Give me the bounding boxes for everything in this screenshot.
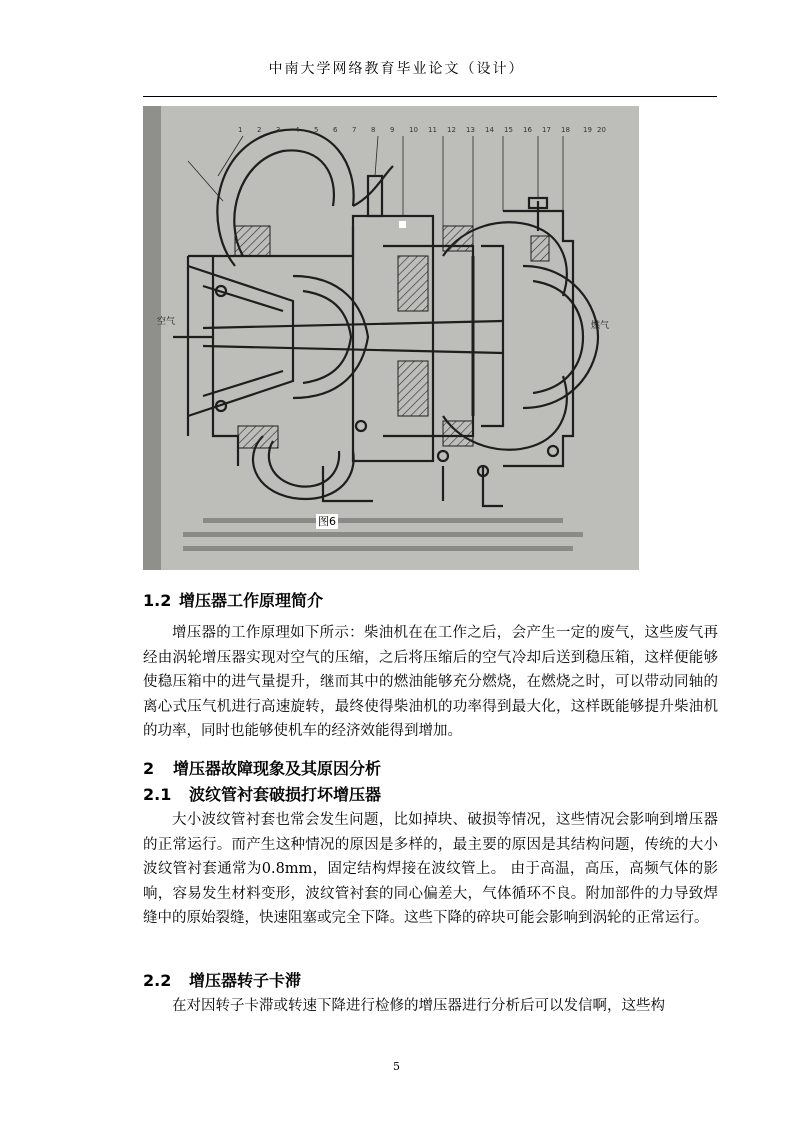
part-number-label: 5 bbox=[314, 126, 319, 134]
heading-text: 波纹管衬套破损打坏增压器 bbox=[189, 785, 382, 804]
heading-text: 增压器故障现象及其原因分析 bbox=[173, 759, 382, 778]
heading-number: 2.1 bbox=[143, 785, 172, 804]
air-inlet-label: 空气 bbox=[157, 317, 176, 327]
header-divider bbox=[143, 96, 717, 97]
part-number-label: 8 bbox=[371, 126, 376, 134]
heading-number: 2 bbox=[143, 759, 155, 778]
paragraph: 增压器的工作原理如下所示：柴油机在在工作之后，会产生一定的废气，这些废气再经由涡轮增压器实现对空气的压缩，之后将压缩后的空气冷却后送到稳压箱，这样便能够使稳压箱中的进气量提升，继而其中的燃油能够充分燃烧，在燃烧之时，可以带动同轴的离心式压气机进行高速旋转，最终使得柴油机的功率得到最大化，这样既能够提升柴油机的功率，同时也能够使机车的经济效能得到增加。 bbox=[143, 625, 718, 739]
section-heading-1-2 bbox=[143, 588, 323, 611]
part-number-label: 7 bbox=[352, 126, 357, 134]
part-number-label: 4 bbox=[295, 126, 300, 134]
part-number-label: 10 bbox=[409, 126, 418, 134]
part-number-label: 14 bbox=[485, 126, 494, 134]
part-number-label: 11 bbox=[428, 126, 437, 134]
part-number-label: 20 bbox=[597, 126, 606, 134]
part-number-label: 6 bbox=[333, 126, 338, 134]
part-number-label: 12 bbox=[447, 126, 456, 134]
heading-number: 2.2 bbox=[143, 971, 172, 990]
part-number-label: 18 bbox=[561, 126, 570, 134]
part-number-label: 15 bbox=[504, 126, 513, 134]
part-number-label: 17 bbox=[542, 126, 551, 134]
part-number-label: 13 bbox=[466, 126, 475, 134]
section-heading-2 bbox=[143, 756, 381, 779]
part-number-label: 9 bbox=[390, 126, 395, 134]
heading-number: 1.2 bbox=[143, 591, 172, 610]
paragraph: 在对因转子卡滞或转速下降进行检修的增压器进行分析后可以发信啊，这些构 bbox=[172, 998, 665, 1014]
page-number: 5 bbox=[393, 1060, 400, 1073]
part-number-label: 3 bbox=[276, 126, 281, 134]
heading-text: 增压器转子卡滞 bbox=[189, 971, 302, 990]
figure-label: 图6 bbox=[318, 515, 336, 528]
part-number-label: 2 bbox=[257, 126, 262, 134]
section-heading-2-2 bbox=[143, 968, 301, 991]
heading-text: 增压器工作原理简介 bbox=[179, 591, 324, 610]
section-heading-2-1 bbox=[143, 782, 381, 805]
exhaust-label: 燃气 bbox=[591, 321, 610, 331]
turbocharger-drawing bbox=[143, 106, 639, 570]
figure-marker bbox=[399, 221, 406, 228]
part-number-label: 16 bbox=[523, 126, 532, 134]
part-number-label: 1 bbox=[238, 126, 243, 134]
part-number-label: 19 bbox=[583, 126, 592, 134]
turbocharger-cross-section-figure bbox=[143, 106, 639, 570]
page-header-title: 中南大学网络教育毕业论文（设计） bbox=[268, 61, 525, 77]
paragraph: 大小波纹管衬套也常会发生问题，比如掉块、破损等情况，这些情况会影响到增压器的正常运行。而产生这种情况的原因是多样的，最主要的原因是其结构问题，传统的大小波纹管衬套通常为0.8mm，固定结构焊接在波纹管上。 由于高温，高压，高频气体的影响，容易发生材料变形，波纹管衬套的同心偏差大，气体循环不良。附加部件的力导致焊缝中的原始裂缝，快速阻塞或完全下降。这些下降的碎块可能会影响到涡轮的正常运行。 bbox=[143, 812, 718, 926]
